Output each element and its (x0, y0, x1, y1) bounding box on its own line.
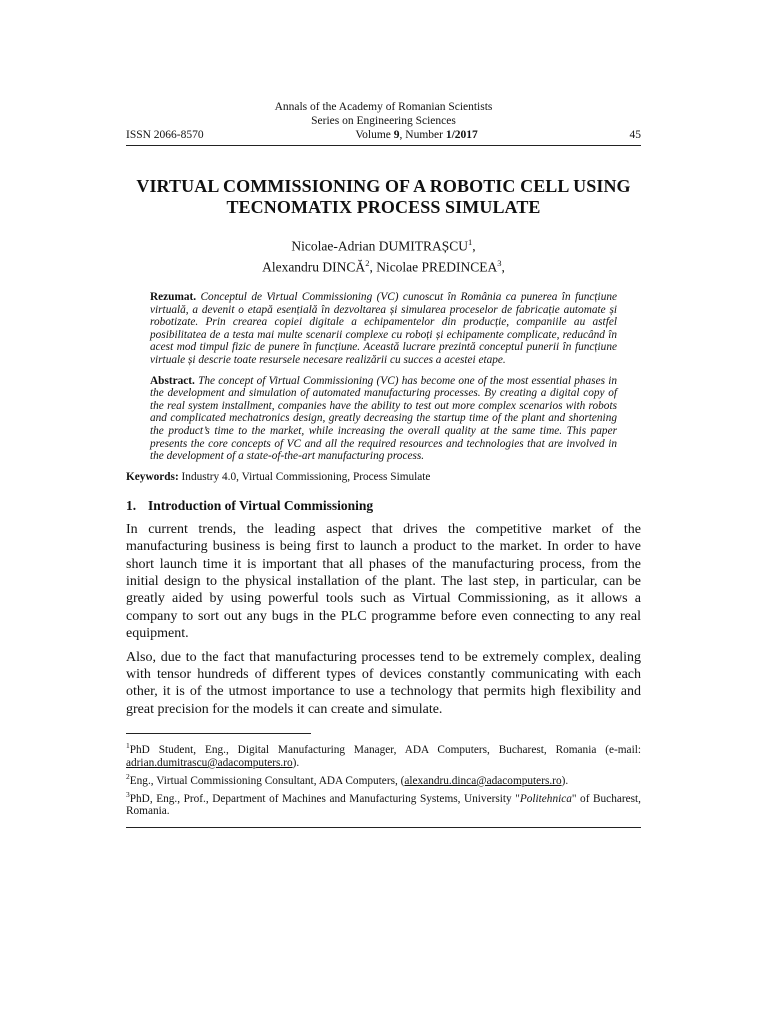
footer-divider (126, 827, 641, 828)
email-link-1[interactable]: adrian.dumitrascu@adacomputers.ro (126, 756, 293, 769)
issn: ISSN 2066-8570 (126, 129, 204, 141)
author-list: Nicolae-Adrian DUMITRAȘCU$^1$, Alexandru DINCĂ$^2$, Nicolae PREDINCEA$^3$, (262, 237, 505, 274)
paragraph-1: In current trends, the leading aspect that drives the competitive market of the manufacturing business is being first to launch a product to the market. In order to have short launch time it is important that all phases of the manufacturing process, from the initial design to the physical installation of the plant. The last step, in particular, can be greatly aided by using powerful tools such as Virtual Commissioning, as it allows a company to sort out any bugs in the PLC programme before even connecting to any real equipment. (126, 521, 641, 642)
rezumat: Rezumat. Conceptul de Virtual Commissioning (VC) cunoscut în România ca punerea în funcțiune virtuală, a devenit o etapă esențială în dezvoltarea și simularea proceselor de fabricație automate și robotizate. Prin crearea copiei digitale a echipamentelor din producție, companiile au astfel posibilitatea de a testa mai multe scenarii complexe cu roboți și echipamente complicate, reducând în acest mod timpul fizic de punere în funcțiune. Această lucrare prezintă conceptul punerii în funcțiune virtuale și descrie toate resursele necesare realizării cu succes a acestei etape. (150, 291, 618, 366)
paper-page (126, 100, 641, 828)
footnote-1: $^1$PhD Student, Eng., Digital Manufacturing Manager, ADA Computers, Bucharest, Romania (e-mail: adrian.dumitrascu@adacomputers.ro). (126, 741, 641, 769)
paper-title: VIRTUAL COMMISSIONING OF A ROBOTIC CELL USING TECNOMATIX PROCESS SIMULATE (136, 176, 631, 217)
header-divider (126, 145, 641, 146)
volume-info: Volume 9, Number 1/2017 (355, 129, 478, 141)
abstract: Abstract. The concept of Virtual Commissioning (VC) has become one of the most essential phases in the development and simulation of automated manufacturing processes. By creating a digital copy of the real system installment, companies have the ability to test out more complex scenarios with robots and complicated mechatronics design, greatly decreasing the startup time of the plant and shortening the product’s time to the market, while increasing the overall quality at the same time. This paper presents the core concepts of VC and all the required resources and technologies that are involved in the development of a state-of-the-art manufacturing process. (150, 374, 618, 463)
journal-name: Annals of the Academy of Romanian Scientists (274, 101, 493, 113)
header-row (126, 128, 641, 142)
author-3: Nicolae PREDINCEA (376, 259, 498, 274)
footnotes (126, 739, 641, 818)
author-1: Nicolae-Adrian DUMITRAȘCU (291, 238, 468, 254)
footnote-divider (126, 733, 311, 734)
paragraph-2: Also, due to the fact that manufacturing processes tend to be extremely complex, dealing with tensor hundreds of different types of devices constantly communicating with each other, it is of the utmost importance to use a technology that permits high flexibility and great precision for the models it can create and simulate. (126, 649, 641, 717)
footnote-3: $^3$PhD, Eng., Prof., Department of Machines and Manufacturing Systems, University "Politehnica" of Bucharest, Romania. (126, 789, 641, 818)
keywords: Keywords: Industry 4.0, Virtual Commissioning, Process Simulate (126, 470, 431, 483)
page-number: 45 (629, 129, 641, 141)
section-heading: 1. Introduction of Virtual Commissioning (126, 497, 374, 513)
footnote-2: $^2$Eng., Virtual Commissioning Consultant, ADA Computers, (alexandru.dinca@adacomputers.ro). (126, 771, 569, 787)
author-2: Alexandru DINCĂ (262, 259, 366, 274)
volume-number: 9 (393, 129, 400, 141)
journal-series: Series on Engineering Sciences (311, 115, 456, 127)
issue-number: 1/2017 (445, 129, 478, 141)
email-link-2[interactable]: alexandru.dinca@adacomputers.ro (404, 774, 562, 787)
